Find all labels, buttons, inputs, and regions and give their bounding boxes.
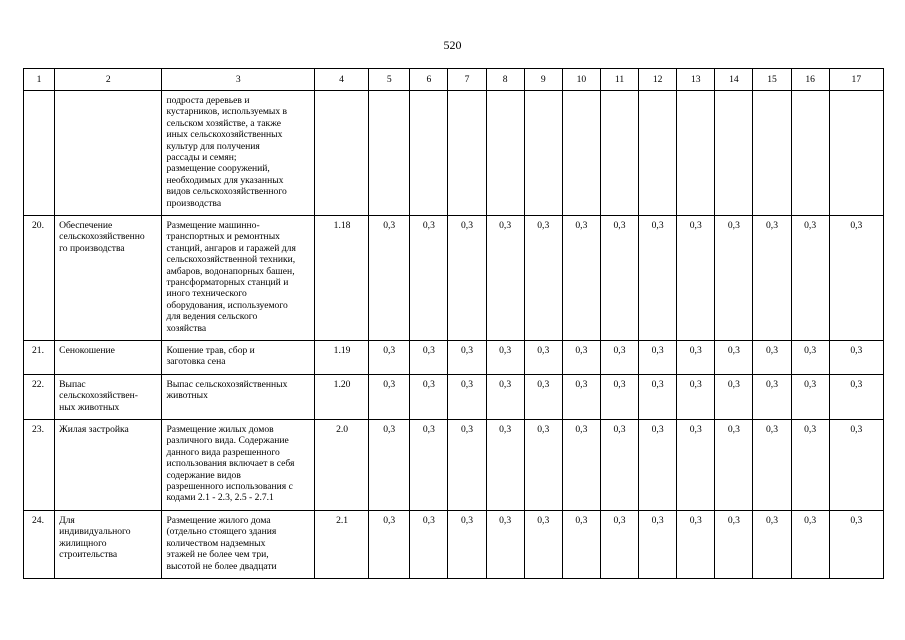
coefficient-value [369,91,409,98]
column-header: 16 [791,69,829,91]
coefficient-value [677,91,714,98]
coefficient-value-cell [562,341,600,375]
coefficient-value-cell [410,375,448,420]
coefficient-value: 0,3 [727,515,740,526]
column-header: 15 [753,69,791,91]
use-description-cell [162,511,315,579]
coefficient-value: 0,3 [499,515,512,526]
table-row [24,511,884,579]
use-code-cell [314,420,368,511]
coefficient-value-cell [791,375,829,420]
table-row [24,91,884,216]
use-description: Размещение машинно- транспортных и ремонтных станций, ангаров и гаражей для сельскохозяйственной техники, амбаров, водонапорных башен, трансформаторных станций и иного технического оборудования, используемого для ведения сельского хозяйства [166,220,296,334]
coefficient-value-cell [829,420,883,511]
use-name [55,91,161,98]
coefficient-value: 0,3 [850,424,863,435]
column-header: 13 [677,69,715,91]
row-number-cell [24,511,55,579]
use-code [315,91,368,98]
coefficient-value-cell [639,420,677,511]
coefficient-value: 0,3 [727,220,740,231]
row-number-cell [24,375,55,420]
coefficient-value: 0,3 [537,220,550,231]
table-header-row [24,69,884,91]
coefficient-value-cell [715,91,753,216]
coefficient-value [601,91,638,98]
use-code: 1.20 [333,379,351,390]
coefficient-value-cell [639,216,677,341]
coefficient-value: 0,3 [422,220,435,231]
coefficient-value-cell [448,341,486,375]
use-code: 1.18 [333,220,351,231]
coefficient-value-cell [524,375,562,420]
use-name: Сенокошение [59,345,115,356]
coefficient-value [753,91,790,98]
coefficient-value-cell [562,216,600,341]
coefficient-value: 0,3 [575,345,588,356]
column-header: 1 [24,69,55,91]
coefficient-value-cell [753,511,791,579]
coefficient-value-cell [486,375,524,420]
coefficient-value: 0,3 [499,220,512,231]
coefficient-value: 0,3 [383,379,396,390]
coefficient-value: 0,3 [383,220,396,231]
coefficient-value [448,91,485,98]
row-number [24,91,54,98]
coefficient-value: 0,3 [689,220,702,231]
coefficient-value: 0,3 [613,379,626,390]
coefficient-value: 0,3 [537,345,550,356]
coefficient-value-cell [677,511,715,579]
coefficient-value: 0,3 [422,379,435,390]
coefficient-value-cell [448,420,486,511]
use-name: Обеспечение сельскохозяйственно го производства [59,220,145,254]
coefficient-value-cell [829,91,883,216]
use-code: 1.19 [333,345,351,356]
use-description-cell [162,420,315,511]
coefficient-value: 0,3 [383,345,396,356]
coefficient-value: 0,3 [461,220,473,231]
column-header: 2 [55,69,162,91]
coefficient-value-cell [791,511,829,579]
coefficient-value-cell [600,511,638,579]
coefficient-value: 0,3 [689,379,702,390]
use-code-cell [314,216,368,341]
coefficient-value: 0,3 [651,345,664,356]
coefficient-value: 0,3 [727,345,740,356]
coefficient-value: 0,3 [499,424,512,435]
coefficient-value-cell [486,216,524,341]
coefficient-value [563,91,600,98]
table-row [24,420,884,511]
coefficient-value-cell [677,216,715,341]
coefficient-value-cell [829,375,883,420]
coefficient-value-cell [448,216,486,341]
coefficient-value-cell [448,511,486,579]
coefficient-value: 0,3 [727,424,740,435]
coefficient-value-cell [486,91,524,216]
column-header: 8 [486,69,524,91]
coefficient-value: 0,3 [804,515,817,526]
coefficient-value-cell [369,511,410,579]
coefficient-value: 0,3 [499,345,512,356]
coefficient-value: 0,3 [461,515,473,526]
column-header: 12 [639,69,677,91]
coefficient-value-cell [753,91,791,216]
page-number: 520 [443,38,462,52]
coefficient-value-cell [486,420,524,511]
coefficient-value-cell [791,91,829,216]
coefficient-value-cell [410,341,448,375]
coefficient-value-cell [677,341,715,375]
coefficient-value-cell [369,341,410,375]
coefficient-value: 0,3 [689,515,702,526]
coefficient-value-cell [829,216,883,341]
coefficient-value-cell [369,216,410,341]
coefficient-value-cell [524,216,562,341]
coefficient-value: 0,3 [651,379,664,390]
coefficient-value: 0,3 [422,515,435,526]
coefficient-value-cell [753,420,791,511]
coefficient-value: 0,3 [651,424,664,435]
coefficient-value-cell [410,91,448,216]
coefficient-value-cell [600,375,638,420]
use-name: Выпас сельскохозяйствен- ных животных [59,379,138,413]
coefficient-value: 0,3 [422,345,435,356]
coefficient-value: 0,3 [804,345,817,356]
coefficient-value: 0,3 [575,379,588,390]
coefficient-value: 0,3 [804,424,817,435]
coefficient-value: 0,3 [575,424,588,435]
coefficient-value [830,91,883,98]
row-number-cell [24,341,55,375]
coefficient-value: 0,3 [850,515,863,526]
row-number-cell [24,91,55,216]
coefficient-value: 0,3 [613,515,626,526]
coefficient-value: 0,3 [766,220,778,231]
coefficient-value: 0,3 [766,379,778,390]
row-number: 23. [32,424,44,435]
use-description: Кошение трав, сбор и заготовка сена [166,345,255,368]
coefficient-value: 0,3 [766,345,778,356]
coefficient-value: 0,3 [804,220,817,231]
coefficient-value-cell [715,420,753,511]
coefficient-value: 0,3 [766,515,778,526]
coefficient-value-cell [677,420,715,511]
coefficient-value-cell [410,420,448,511]
coefficient-value: 0,3 [613,220,626,231]
coefficient-value: 0,3 [537,379,550,390]
coefficient-value-cell [753,341,791,375]
column-header: 11 [600,69,638,91]
coefficient-value-cell [369,420,410,511]
coefficient-value-cell [677,375,715,420]
coefficient-value-cell [448,375,486,420]
coefficient-value-cell [600,91,638,216]
coefficient-value: 0,3 [850,345,863,356]
coefficient-value-cell [715,511,753,579]
use-description-cell [162,216,315,341]
coefficient-value-cell [639,91,677,216]
coefficient-value-cell [524,420,562,511]
coefficient-value: 0,3 [461,345,473,356]
coefficient-value-cell [448,91,486,216]
use-name-cell [55,511,162,579]
use-code-cell [314,341,368,375]
column-header: 5 [369,69,410,91]
use-name-cell [55,420,162,511]
coefficient-value-cell [639,341,677,375]
row-number: 24. [32,515,44,526]
coefficient-value [410,91,447,98]
coefficient-value-cell [562,375,600,420]
use-name: Жилая застройка [59,424,129,435]
coefficient-value [792,91,829,98]
coefficient-value [715,91,752,98]
coefficient-value-cell [562,511,600,579]
coefficient-value-cell [410,511,448,579]
row-number: 20. [32,220,44,231]
coefficient-value: 0,3 [575,515,588,526]
coefficient-value: 0,3 [383,424,396,435]
use-code-cell [314,511,368,579]
coefficient-value: 0,3 [461,379,473,390]
coefficient-value-cell [600,216,638,341]
coefficient-value-cell [524,91,562,216]
use-name: Для индивидуального жилищного строительства [59,515,131,561]
column-header: 4 [314,69,368,91]
coefficient-value-cell [600,420,638,511]
coefficient-value: 0,3 [461,424,473,435]
coefficient-value: 0,3 [613,345,626,356]
column-header: 9 [524,69,562,91]
use-description-cell [162,375,315,420]
use-code-cell [314,91,368,216]
coefficient-value: 0,3 [804,379,817,390]
coefficient-value [487,91,524,98]
use-description: подроста деревьев и кустарников, используемых в сельском хозяйстве, а также иных сельскохозяйственных культур для получения рассады и семян; размещение сооружений, необходимых для указанных видов сельскохозяйственного производства [166,95,288,209]
coefficient-value-cell [369,91,410,216]
coefficient-value-cell [639,375,677,420]
use-description: Выпас сельскохозяйственных животных [166,379,288,402]
coefficient-value-cell [639,511,677,579]
use-description: Размещение жилых домов различного вида. Содержание данного вида разрешенного использования включает в себя содержание видов разрешенного использования с кодами 2.1 - 2.3, 2.5 - 2.7.1 [166,424,295,504]
use-name-cell [55,341,162,375]
use-description-cell [162,91,315,216]
coefficient-value-cell [791,420,829,511]
table-row [24,216,884,341]
coefficient-value: 0,3 [537,424,550,435]
coefficient-value-cell [369,375,410,420]
coefficient-value-cell [486,341,524,375]
use-description: Размещение жилого дома (отдельно стоящего здания количеством надземных этажей не более чем три, высотой не более двадцати [166,515,277,572]
coefficient-value: 0,3 [383,515,396,526]
coefficient-value: 0,3 [537,515,550,526]
coefficient-value-cell [715,216,753,341]
coefficient-value: 0,3 [850,220,863,231]
coefficient-value-cell [524,341,562,375]
coefficient-value: 0,3 [613,424,626,435]
coefficient-value: 0,3 [727,379,740,390]
column-header: 17 [829,69,883,91]
coefficient-value-cell [753,216,791,341]
coefficient-value: 0,3 [499,379,512,390]
coefficient-value: 0,3 [575,220,588,231]
coefficient-value: 0,3 [651,220,664,231]
coefficient-value-cell [562,420,600,511]
coefficient-value: 0,3 [651,515,664,526]
land-use-table [23,68,884,579]
row-number-cell [24,420,55,511]
row-number-cell [24,216,55,341]
row-number: 21. [32,345,44,356]
table-row [24,341,884,375]
row-number: 22. [32,379,44,390]
coefficient-value-cell [524,511,562,579]
column-header: 14 [715,69,753,91]
use-code: 2.0 [336,424,349,435]
coefficient-value-cell [410,216,448,341]
coefficient-value-cell [829,341,883,375]
column-header: 10 [562,69,600,91]
column-header: 3 [162,69,315,91]
coefficient-value-cell [791,341,829,375]
coefficient-value-cell [486,511,524,579]
coefficient-value [525,91,562,98]
coefficient-value-cell [600,341,638,375]
coefficient-value [639,91,676,98]
table-row [24,375,884,420]
coefficient-value: 0,3 [689,345,702,356]
use-name-cell [55,91,162,216]
coefficient-value: 0,3 [422,424,435,435]
use-code: 2.1 [336,515,349,526]
column-header: 6 [410,69,448,91]
coefficient-value-cell [791,216,829,341]
use-description-cell [162,341,315,375]
coefficient-value-cell [753,375,791,420]
coefficient-value: 0,3 [850,379,863,390]
coefficient-value-cell [715,341,753,375]
use-name-cell [55,375,162,420]
column-header: 7 [448,69,486,91]
coefficient-value-cell [715,375,753,420]
coefficient-value: 0,3 [689,424,702,435]
coefficient-value: 0,3 [766,424,778,435]
coefficient-value-cell [829,511,883,579]
use-name-cell [55,216,162,341]
coefficient-value-cell [677,91,715,216]
use-code-cell [314,375,368,420]
coefficient-value-cell [562,91,600,216]
